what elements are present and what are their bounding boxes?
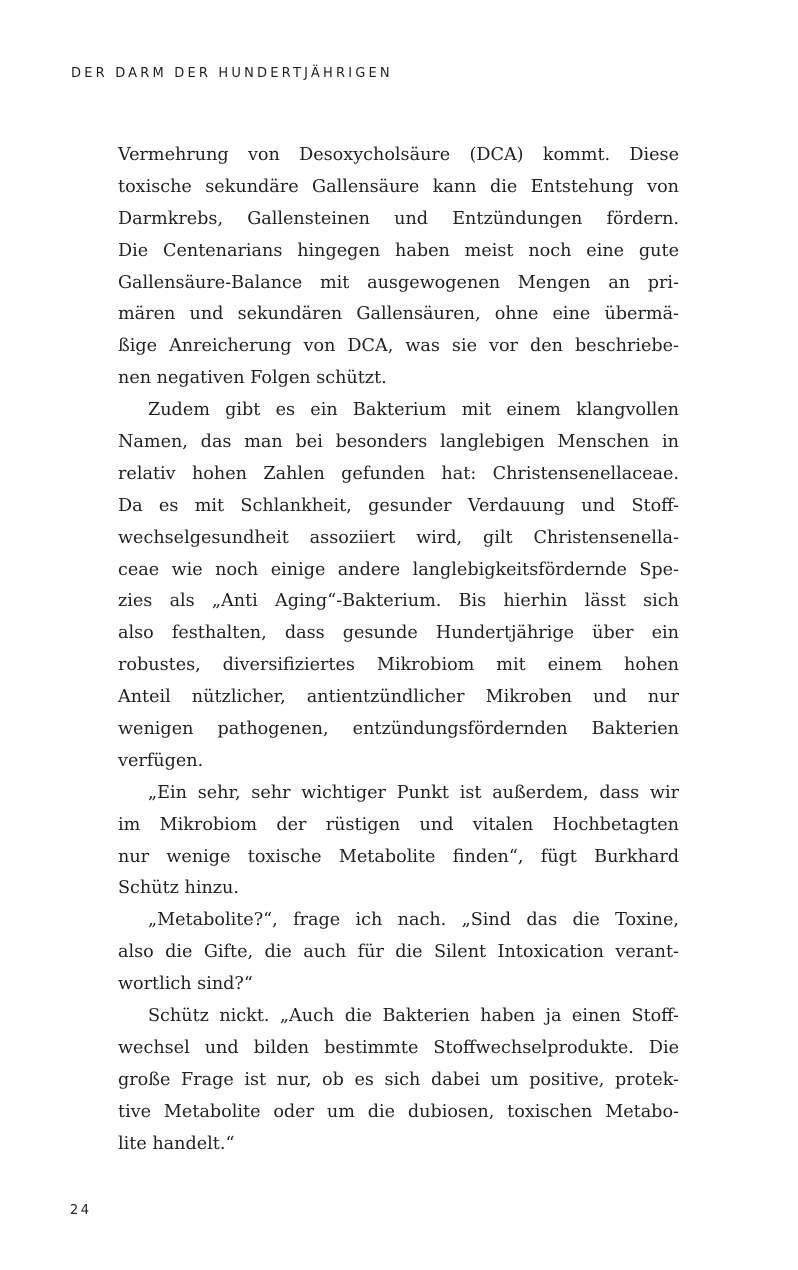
- text-line: wenigen pathogenen, entzündungsfördernden Bakterien: [118, 719, 679, 740]
- text-line: Zudem gibt es ein Bakterium mit einem klangvollen: [148, 400, 679, 421]
- text-line: wortlich sind?“: [118, 974, 253, 995]
- text-line: Die Centenarians hingegen haben meist noch eine gute: [118, 240, 679, 261]
- text-line: Anteil nützlicher, antientzündlicher Mikroben und nur: [118, 687, 679, 708]
- text-line: Da es mit Schlankheit, gesunder Verdauung und Stoff-: [118, 495, 679, 516]
- body-text: [118, 140, 679, 1161]
- paragraph: [118, 905, 679, 1001]
- text-line: verfügen.: [118, 750, 204, 771]
- running-head: DER DARM DER HUNDERTJÄHRIGEN: [71, 66, 393, 81]
- text-line: Namen, das man bei besonders langlebigen Menschen in: [118, 432, 679, 453]
- text-line: also festhalten, dass gesunde Hundertjährige über ein: [118, 623, 679, 644]
- paragraph: [118, 140, 679, 395]
- text-line: toxische sekundäre Gallensäure kann die Entstehung von: [118, 176, 679, 197]
- paragraph: [118, 395, 679, 778]
- text-line: relativ hohen Zahlen gefunden hat: Christensenellaceae.: [118, 463, 679, 484]
- text-line: „Metabolite?“, frage ich nach. „Sind das die Toxine,: [148, 910, 679, 931]
- text-line: Schütz nickt. „Auch die Bakterien haben ja einen Stoff-: [148, 1006, 679, 1027]
- text-line: Vermehrung von Desoxycholsäure (DCA) kommt. Diese: [118, 145, 679, 165]
- text-line: lite handelt.“: [118, 1133, 235, 1154]
- paragraph: [118, 1001, 679, 1160]
- text-line: im Mikrobiom der rüstigen und vitalen Hochbetagten: [118, 814, 679, 835]
- text-line: Darmkrebs, Gallensteinen und Entzündungen fördern.: [118, 208, 679, 229]
- text-line: tive Metabolite oder um die dubiosen, toxischen Metabo-: [118, 1101, 679, 1122]
- text-line: robustes, diversifiziertes Mikrobiom mit einem hohen: [118, 655, 679, 676]
- text-line: mären und sekundären Gallensäuren, ohne eine übermä-: [118, 304, 679, 325]
- text-line: also die Gifte, die auch für die Silent Intoxication verant-: [118, 942, 679, 963]
- page-number: 24: [70, 1203, 92, 1218]
- text-line: nen negativen Folgen schützt.: [118, 368, 387, 389]
- text-line: wechsel und bilden bestimmte Stoffwechselprodukte. Die: [118, 1037, 679, 1058]
- text-line: große Frage ist nur, ob es sich dabei um positive, protek-: [118, 1069, 679, 1090]
- text-line: Gallensäure-Balance mit ausgewogenen Mengen an pri-: [118, 272, 679, 293]
- text-line: nur wenige toxische Metabolite finden“, fügt Burkhard: [118, 846, 679, 867]
- text-line: Schütz hinzu.: [118, 878, 239, 899]
- text-line: „Ein sehr, sehr wichtiger Punkt ist außerdem, dass wir: [148, 782, 679, 803]
- paragraph: [118, 778, 679, 906]
- text-line: wechselgesundheit assoziiert wird, gilt Christensenella-: [118, 527, 679, 548]
- text-line: ceae wie noch einige andere langlebigkeitsfördernde Spe-: [118, 559, 679, 580]
- text-line: ßige Anreicherung von DCA, was sie vor den beschriebe-: [118, 336, 679, 357]
- text-line: zies als „Anti Aging“-Bakterium. Bis hierhin lässt sich: [118, 591, 679, 612]
